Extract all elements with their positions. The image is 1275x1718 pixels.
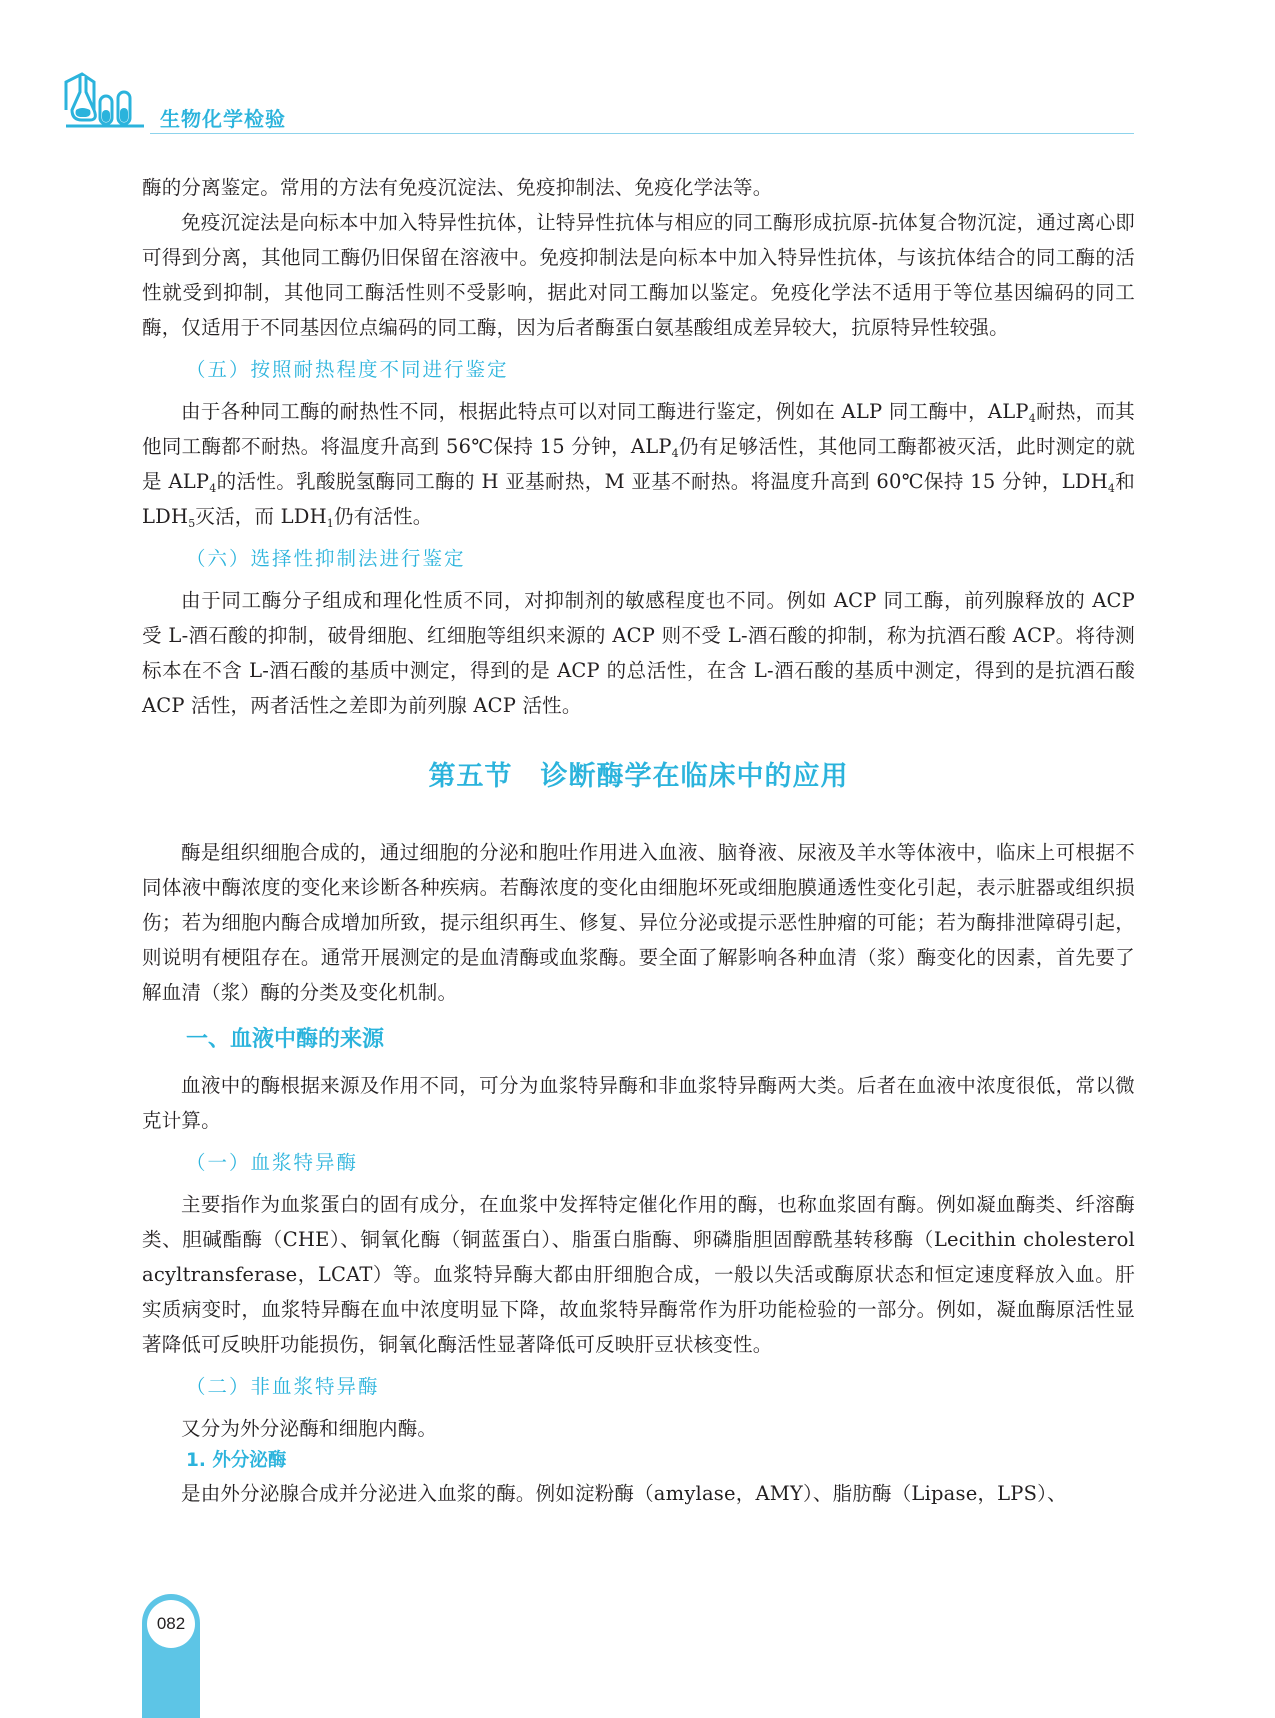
page-number-badge [147,1600,195,1648]
page-body [142,170,1135,1511]
paragraph: 血液中的酶根据来源及作用不同，可分为血浆特异酶和非血浆特异酶两大类。后者在血液中浓度很低，常以微克计算。 [142,1074,1135,1132]
paragraph: 酶的分离鉴定。常用的方法有免疫沉淀法、免疫抑制法、免疫化学法等。 [142,176,773,199]
paragraph: 主要指作为血浆蛋白的固有成分，在血浆中发挥特定催化作用的酶，也称血浆固有酶。例如凝血酶类、纤溶酶类、胆碱酯酶（CHE）、铜氧化酶（铜蓝蛋白）、脂蛋白脂酶、卵磷脂胆固醇酰基转移酶（Lecithin cholesterol acyltransferase，LCAT）等。血浆特异酶大都由肝细胞合成，一般以失活或酶原状态和恒定速度释放入血。肝实质病变时，血浆特异酶在血中浓度明显下降，故血浆特异酶常作为肝功能检验的一部分。例如，凝血酶原活性显著降低可反映肝功能损伤，铜氧化酶活性显著降低可反映肝豆状核变性。 [142,1193,1135,1356]
paragraph: 是由外分泌腺合成并分泌进入血浆的酶。例如淀粉酶（amylase，AMY）、脂肪酶（Lipase，LPS）、 [181,1482,1067,1505]
paragraph: 免疫沉淀法是向标本中加入特异性抗体，让特异性抗体与相应的同工酶形成抗原-抗体复合物沉淀，通过离心即可得到分离，其他同工酶仍旧保留在溶液中。免疫抑制法是向标本中加入特异性抗体，与该抗体结合的同工酶的活性就受到抑制，其他同工酶活性则不受影响，据此对同工酶加以鉴定。免疫化学法不适用于等位基因编码的同工酶，仅适用于不同基因位点编码的同工酶，因为后者酶蛋白氨基酸组成差异较大，抗原特异性较强。 [142,211,1135,339]
page-number: 082 [156,1614,186,1633]
paragraph: 由于同工酶分子组成和理化性质不同，对抑制剂的敏感程度也不同。例如 ACP 同工酶，前列腺释放的 ACP 受 L-酒石酸的抑制，破骨细胞、红细胞等组织来源的 ACP 则不受 L-酒石酸的抑制，称为抗酒石酸 ACP。将待测标本在不含 L-酒石酸的基质中测定，得到的是 ACP 的总活性，在含 L-酒石酸的基质中测定，得到的是抗酒石酸 ACP 活性，两者活性之差即为前列腺 ACP 活性。 [142,589,1135,717]
subsection-heading: （二）非血浆特异酶 [186,1375,380,1398]
section-title: 第五节 诊断酶学在临床中的应用 [428,761,849,792]
subsection-heading: （五）按照耐热程度不同进行鉴定 [186,358,509,381]
subsection-heading: （六）选择性抑制法进行鉴定 [186,547,466,570]
paragraph: 由于各种同工酶的耐热性不同，根据此特点可以对同工酶进行鉴定，例如在 ALP 同工酶中，$ALP_4$耐热，而其他同工酶都不耐热。将温度升高到 56℃保持 15 分钟，$ALP_4$仍有足够活性，其他同工酶都被灭活，此时测定的就是 $ALP_4$的活性。乳酸脱氢酶同工酶的 H 亚基耐热，M 亚基不耐热。将温度升高到 60℃保持 15 分钟，$LDH_4$和 $LDH_5$灭活，而 $LDH_1$仍有活性。 [142,400,1135,530]
flask-and-test-tubes-icon [64,66,144,132]
paragraph: 酶是组织细胞合成的，通过细胞的分泌和胞吐作用进入血液、脑脊液、尿液及羊水等体液中，临床上可根据不同体液中酶浓度的变化来诊断各种疾病。若酶浓度的变化由细胞坏死或细胞膜通透性变化引起，表示脏器或组织损伤；若为细胞内酶合成增加所致，提示组织再生、修复、异位分泌或提示恶性肿瘤的可能；若为酶排泄障碍引起，则说明有梗阻存在。通常开展测定的是血清酶或血浆酶。要全面了解影响各种血清（浆）酶变化的因素，首先要了解血清（浆）酶的分类及变化机制。 [142,841,1135,1004]
subsection-heading: （一）血浆特异酶 [186,1151,359,1174]
header-divider [150,133,1134,134]
book-title: 生物化学检验 [160,107,286,131]
subheading: 1. 外分泌酶 [186,1450,287,1471]
heading: 一、血液中酶的来源 [186,1027,385,1052]
paragraph: 又分为外分泌酶和细胞内酶。 [181,1417,438,1440]
